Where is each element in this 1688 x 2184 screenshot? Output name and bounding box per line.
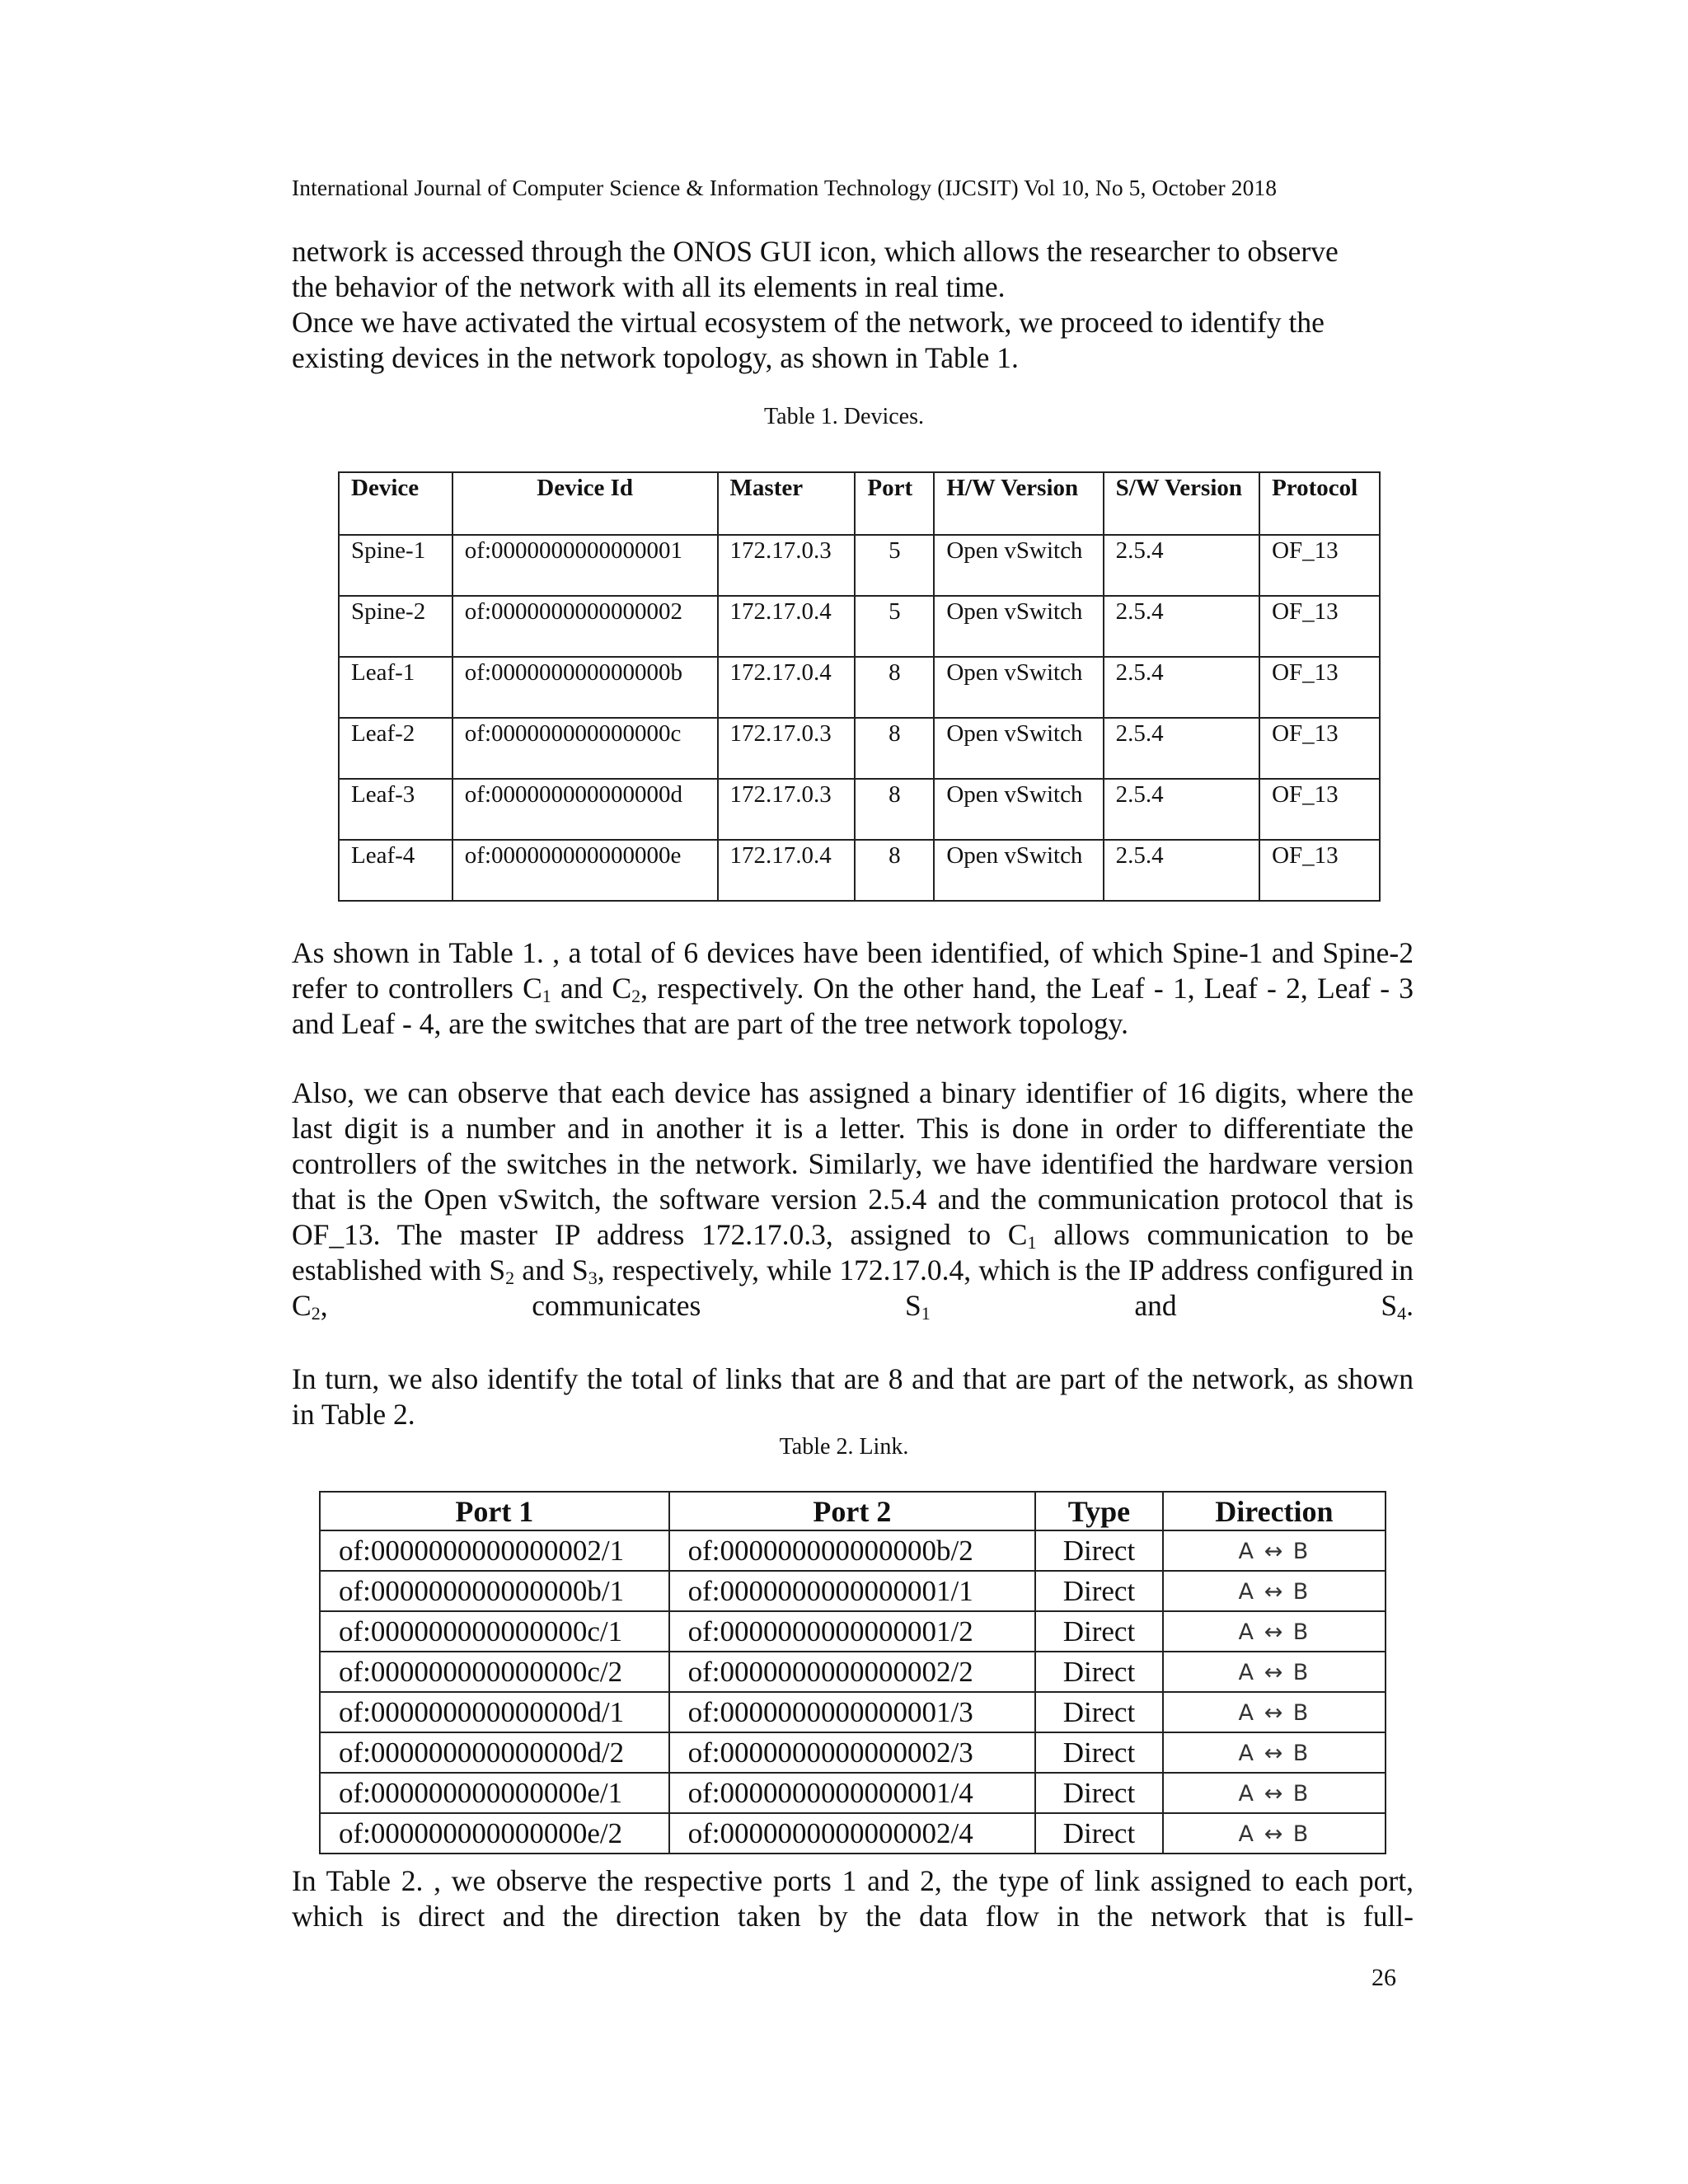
results-paragraph-devices [292, 935, 1414, 1042]
table-cell: 172.17.0.3 [718, 779, 856, 840]
table-cell: Spine-2 [339, 596, 452, 657]
table-cell: of:000000000000000c/1 [320, 1611, 669, 1652]
intro-line-2: the behavior of the network with all its elements in real time. [292, 270, 1006, 303]
table-cell: of:000000000000000b/2 [669, 1530, 1035, 1571]
intro-line-3: Once we have activated the virtual ecosystem of the network, we proceed to identify the [292, 306, 1325, 339]
table-cell: OF_13 [1259, 840, 1380, 901]
column-header: Port 1 [320, 1492, 669, 1530]
subscript: 1 [921, 1303, 931, 1324]
table-cell: 5 [855, 535, 934, 596]
table-cell: of:000000000000000b/1 [320, 1571, 669, 1611]
subscript: 3 [588, 1268, 598, 1288]
table-cell: 172.17.0.4 [718, 840, 856, 901]
table-cell: Open vSwitch [934, 657, 1103, 718]
table-cell: Leaf-3 [339, 779, 452, 840]
subscript: 2 [505, 1268, 515, 1288]
bidirectional-arrow-icon: A ↔ B [1238, 1821, 1311, 1847]
table-cell: of:000000000000000b [452, 657, 718, 718]
table-cell: Open vSwitch [934, 535, 1103, 596]
table-cell: of:000000000000000d/1 [320, 1692, 669, 1732]
column-header: Master [718, 472, 856, 535]
subscript: 4 [1397, 1303, 1407, 1324]
bidirectional-arrow-icon: A ↔ B [1238, 1700, 1311, 1726]
table-cell: of:0000000000000002/4 [669, 1813, 1035, 1854]
subscript: 1 [1027, 1232, 1037, 1253]
text-run: , respectively, while 172.17.0.4, which is the IP address configured in C [292, 1254, 1414, 1322]
table-cell: of:0000000000000001/3 [669, 1692, 1035, 1732]
text-run: , communicates S [320, 1289, 921, 1322]
table-cell: Direct [1035, 1732, 1163, 1773]
table-row [339, 596, 1380, 657]
intro-line-1: network is accessed through the ONOS GUI icon, which allows the researcher to observe [292, 235, 1339, 268]
page-number: 26 [1372, 1964, 1396, 1991]
table-cell: Open vSwitch [934, 596, 1103, 657]
text-run: Also, we can observe that each device has assigned a binary identifier of 16 digits, where the last digit is a number and in another it is a letter. This is done in order to differentiate the controllers of the switches in the network. Similarly, we have identified the hardware version that is the Open vSwitch, the software version 2.5.4 and the communication protocol that is OF_13. The master IP address 172.17.0.3, assigned to C [292, 1076, 1414, 1251]
table-cell: 8 [855, 779, 934, 840]
table-cell: of:000000000000000d/2 [320, 1732, 669, 1773]
table-cell: of:0000000000000001/4 [669, 1773, 1035, 1813]
table-cell: OF_13 [1259, 718, 1380, 779]
table-cell: of:0000000000000002/1 [320, 1530, 669, 1571]
table-cell: 2.5.4 [1104, 779, 1259, 840]
table-cell: Leaf-1 [339, 657, 452, 718]
table-row [339, 657, 1380, 718]
direction-cell [1163, 1530, 1386, 1571]
table-cell: 8 [855, 840, 934, 901]
table-cell: Open vSwitch [934, 718, 1103, 779]
table-cell: of:0000000000000001/1 [669, 1571, 1035, 1611]
table-cell: 2.5.4 [1104, 840, 1259, 901]
table-cell: of:0000000000000001/2 [669, 1611, 1035, 1652]
bidirectional-arrow-icon: A ↔ B [1238, 1539, 1311, 1564]
text-run: , respectively. On the other hand, the Leaf - 1, Leaf - 2, Leaf - 3 and Leaf - 4, are the switches that are part of the tree network topology. [292, 972, 1414, 1040]
results-paragraph-identifiers [292, 1076, 1414, 1324]
text-run: and S [514, 1254, 588, 1286]
column-header: Type [1035, 1492, 1163, 1530]
subscript: 1 [542, 986, 551, 1006]
table-row [339, 779, 1380, 840]
bidirectional-arrow-icon: A ↔ B [1238, 1741, 1311, 1766]
table-cell: of:000000000000000e [452, 840, 718, 901]
text-run: As shown in Table 1. , a total of 6 devices have been identified, of which Spine-1 and Spine-2 refer to controllers C [292, 936, 1414, 1005]
direction-cell [1163, 1692, 1386, 1732]
text-run: and C [551, 972, 632, 1005]
table2-caption: Table 2. Link. [779, 1434, 909, 1460]
table-row [320, 1530, 1386, 1571]
table-cell: of:000000000000000e/2 [320, 1813, 669, 1854]
table-header-row [339, 472, 1380, 535]
table-cell: 2.5.4 [1104, 596, 1259, 657]
table-cell: of:0000000000000002 [452, 596, 718, 657]
direction-cell [1163, 1611, 1386, 1652]
column-header: Port [855, 472, 934, 535]
table-cell: OF_13 [1259, 779, 1380, 840]
table-cell: of:0000000000000002/3 [669, 1732, 1035, 1773]
table-cell: 8 [855, 657, 934, 718]
text-run: and S [930, 1289, 1398, 1322]
table-cell: of:000000000000000c [452, 718, 718, 779]
table-cell: Spine-1 [339, 535, 452, 596]
table-cell: Open vSwitch [934, 840, 1103, 901]
table-cell: of:0000000000000002/2 [669, 1652, 1035, 1692]
table-row [320, 1813, 1386, 1854]
direction-cell [1163, 1571, 1386, 1611]
table-cell: of:000000000000000c/2 [320, 1652, 669, 1692]
table-cell: Leaf-2 [339, 718, 452, 779]
links-table [319, 1491, 1386, 1854]
bidirectional-arrow-icon: A ↔ B [1238, 1781, 1311, 1807]
table-cell: Leaf-4 [339, 840, 452, 901]
intro-paragraph [292, 234, 1414, 376]
column-header: Direction [1163, 1492, 1386, 1530]
table-cell: OF_13 [1259, 657, 1380, 718]
table-row [320, 1692, 1386, 1732]
table-row [339, 535, 1380, 596]
table-cell: Direct [1035, 1652, 1163, 1692]
devices-table [338, 471, 1381, 902]
column-header: Protocol [1259, 472, 1380, 535]
column-header: Port 2 [669, 1492, 1035, 1530]
table-cell: Direct [1035, 1773, 1163, 1813]
table-cell: 2.5.4 [1104, 718, 1259, 779]
table-cell: OF_13 [1259, 535, 1380, 596]
subscript: 2 [311, 1303, 321, 1324]
table-cell: Direct [1035, 1692, 1163, 1732]
table-cell: 2.5.4 [1104, 657, 1259, 718]
column-header: S/W Version [1104, 472, 1259, 535]
column-header: Device [339, 472, 452, 535]
table-header-row [320, 1492, 1386, 1530]
table-row [339, 718, 1380, 779]
table-row [320, 1611, 1386, 1652]
table-row [320, 1773, 1386, 1813]
table-cell: 172.17.0.4 [718, 657, 856, 718]
direction-cell [1163, 1813, 1386, 1854]
table-cell: of:0000000000000001 [452, 535, 718, 596]
links-paragraph: In turn, we also identify the total of links that are 8 and that are part of the network, as shown in Table 2. [292, 1362, 1414, 1431]
table-cell: Direct [1035, 1813, 1163, 1854]
table-cell: 172.17.0.4 [718, 596, 856, 657]
bidirectional-arrow-icon: A ↔ B [1238, 1619, 1311, 1645]
table-row [320, 1571, 1386, 1611]
table-cell: Direct [1035, 1530, 1163, 1571]
table-cell: Open vSwitch [934, 779, 1103, 840]
text-run: allows communication to be established with S [292, 1218, 1414, 1286]
table-row [339, 840, 1380, 901]
table2-discussion-paragraph: In Table 2. , we observe the respective ports 1 and 2, the type of link assigned to each port, which is direct and the direction taken by the data flow in the network that is full- [292, 1864, 1414, 1933]
direction-cell [1163, 1732, 1386, 1773]
column-header: Device Id [452, 472, 718, 535]
table-cell: of:000000000000000e/1 [320, 1773, 669, 1813]
text-run: . [1406, 1289, 1414, 1322]
table-row [320, 1652, 1386, 1692]
table-cell: Direct [1035, 1571, 1163, 1611]
subscript: 2 [631, 986, 641, 1006]
table1-caption: Table 1. Devices. [764, 404, 924, 429]
table-cell: 5 [855, 596, 934, 657]
bidirectional-arrow-icon: A ↔ B [1238, 1660, 1311, 1685]
direction-cell [1163, 1773, 1386, 1813]
bidirectional-arrow-icon: A ↔ B [1238, 1579, 1311, 1605]
table-cell: 2.5.4 [1104, 535, 1259, 596]
table-cell: 8 [855, 718, 934, 779]
direction-cell [1163, 1652, 1386, 1692]
intro-line-4: existing devices in the network topology, as shown in Table 1. [292, 341, 1019, 374]
table-cell: Direct [1035, 1611, 1163, 1652]
table-cell: 172.17.0.3 [718, 535, 856, 596]
table-cell: of:000000000000000d [452, 779, 718, 840]
table-cell: OF_13 [1259, 596, 1380, 657]
running-header: International Journal of Computer Science & Information Technology (IJCSIT) Vol 10, No 5, October 2018 [292, 175, 1278, 200]
table-row [320, 1732, 1386, 1773]
column-header: H/W Version [934, 472, 1103, 535]
table-cell: 172.17.0.3 [718, 718, 856, 779]
